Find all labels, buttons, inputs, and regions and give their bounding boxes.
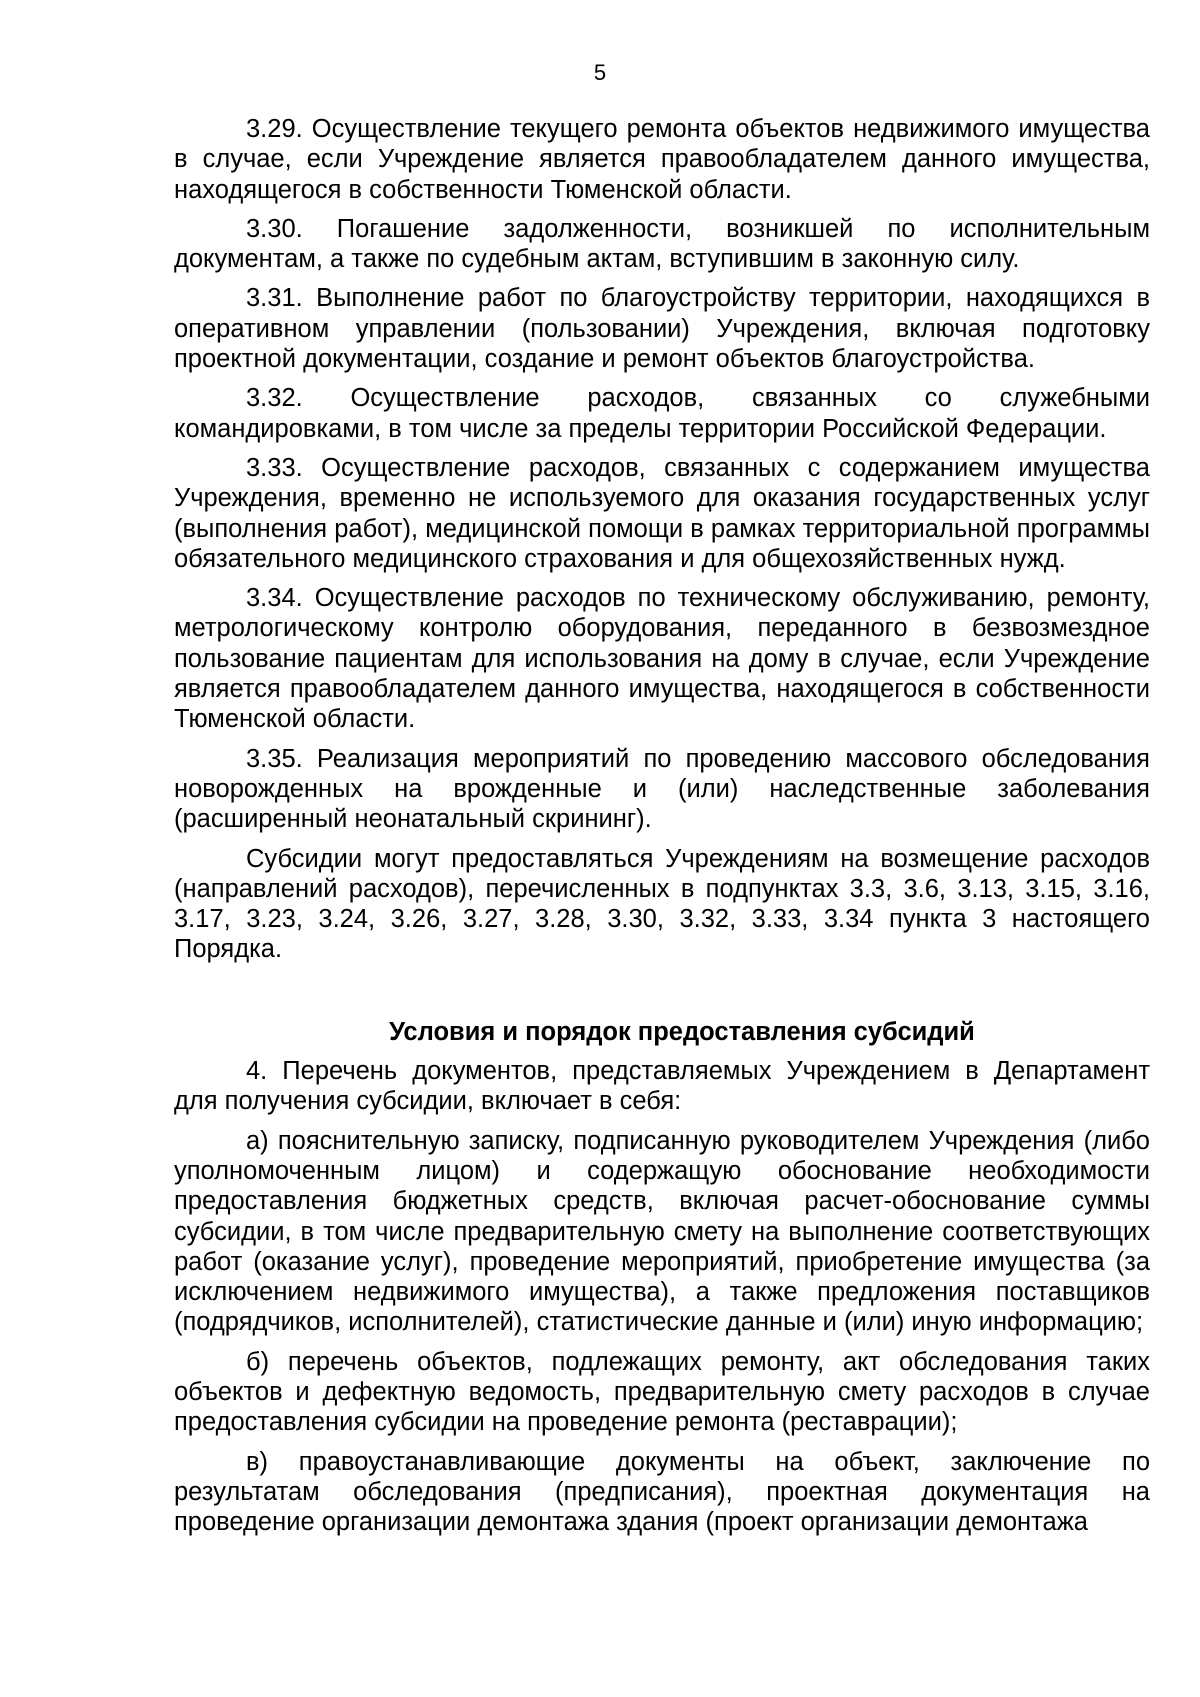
paragraph-3-34: 3.34. Осуществление расходов по техническому обслуживанию, ремонту, метрологическому контролю оборудования, переданного в безвозмездное пользование пациентам для использования на дому в случае, если Учреждение является правообладателем данного имущества, находящегося в собственности Тюменской области. [174, 584, 1150, 734]
paragraph-4-v: в) правоустанавливающие документы на объект, заключение по результатам обследования (предписания), проектная документация на проведение организации демонтажа здания (проект организации демонтажа [174, 1447, 1150, 1537]
page-number: 5 [593, 60, 607, 85]
paragraph-3-30: 3.30. Погашение задолженности, возникшей по исполнительным документам, а также по судебным актам, вступившим в законную силу. [174, 214, 1150, 274]
paragraph-4-b: б) перечень объектов, подлежащих ремонту, акт обследования таких объектов и дефектную ведомость, предварительную смету расходов в случае предоставления субсидии на проведение ремонта (реставрации); [174, 1347, 1150, 1437]
paragraph-3-35: 3.35. Реализация мероприятий по проведению массового обследования новорожденных на врожденные и (или) наследственные заболевания (расширенный неонатальный скрининг). [174, 744, 1150, 834]
paragraph-3-33: 3.33. Осуществление расходов, связанных с содержанием имущества Учреждения, временно не используемого для оказания государственных услуг (выполнения работ), медицинской помощи в рамках территориальной программы обязательного медицинского страхования и для общехозяйственных нужд. [174, 453, 1150, 573]
document-body [174, 114, 1150, 1537]
paragraph-subsidies-reimbursement: Субсидии могут предоставляться Учреждениям на возмещение расходов (направлений расходов), перечисленных в подпунктах 3.3, 3.6, 3.13, 3.15, 3.16, 3.17, 3.23, 3.24, 3.26, 3.27, 3.28, 3.30, 3.32, 3.33, 3.34 пункта 3 настоящего Порядка. [174, 844, 1150, 964]
paragraph-3-32: 3.32. Осуществление расходов, связанных со служебными командировками, в том числе за пределы территории Российской Федерации. [174, 384, 1150, 443]
paragraph-4: 4. Перечень документов, представляемых Учреждением в Департамент для получения субсидии, включает в себя: [174, 1057, 1150, 1116]
paragraph-3-29: 3.29. Осуществление текущего ремонта объектов недвижимого имущества в случае, если Учреждение является правообладателем данного имущества, находящегося в собственности Тюменской области. [174, 115, 1150, 204]
paragraph-3-31: 3.31. Выполнение работ по благоустройству территории, находящихся в оперативном управлении (пользовании) Учреждения, включая подготовку проектной документации, создание и ремонт объектов благоустройства. [174, 284, 1150, 374]
section-heading: Условия и порядок предоставления субсидий [389, 1017, 975, 1046]
paragraph-4-a: а) пояснительную записку, подписанную руководителем Учреждения (либо уполномоченным лицом) и содержащую обоснование необходимости предоставления бюджетных средств, включая расчет-обоснование суммы субсидии, в том числе предварительную смету на выполнение соответствующих работ (оказание услуг), проведение мероприятий, приобретение имущества (за исключением недвижимого имущества), а также предложения поставщиков (подрядчиков, исполнителей), статистические данные и (или) иную информацию; [174, 1126, 1150, 1337]
